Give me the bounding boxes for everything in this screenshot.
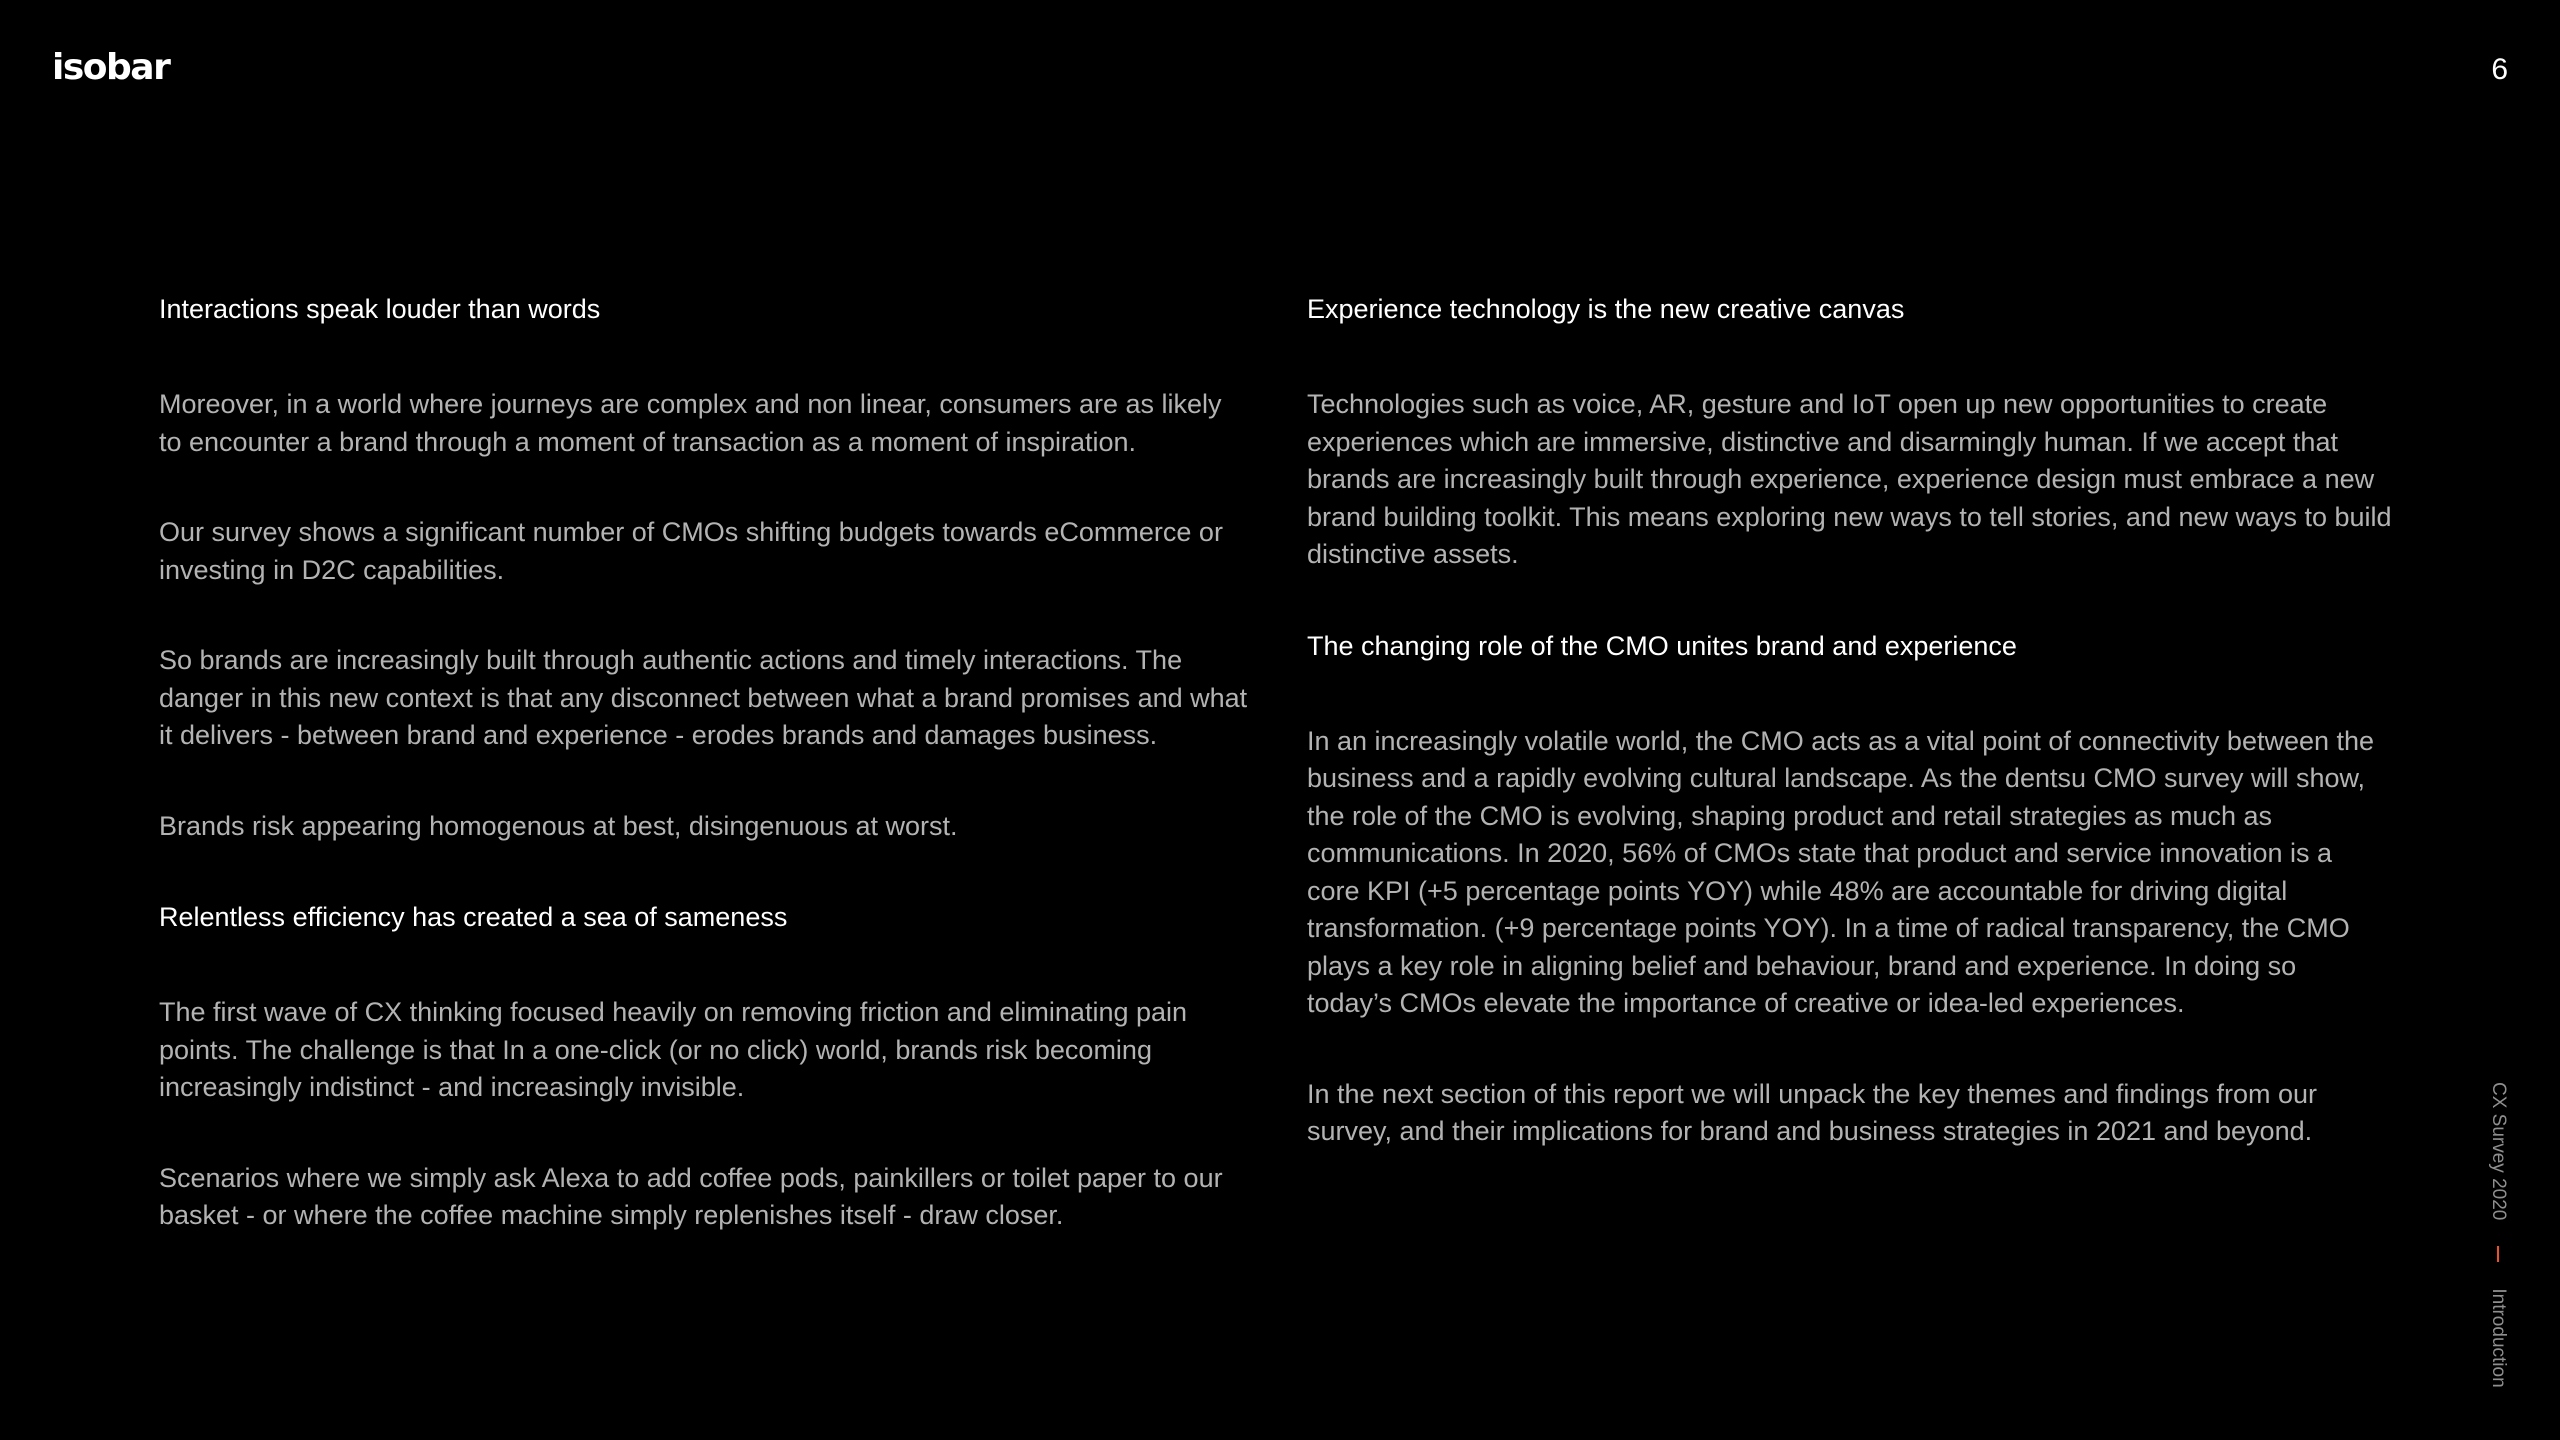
section-heading-sameness: Relentless efficiency has created a sea of sameness — [159, 902, 788, 932]
body-paragraph: Scenarios where we simply ask Alexa to add coffee pods, painkillers or toilet paper to our basket - or where the coffee machine simply replenishes itself - draw closer. — [159, 1162, 1223, 1230]
side-section-label — [2480, 1082, 2516, 1392]
body-paragraph: In the next section of this report we will unpack the key themes and findings from our survey, and their implications for brand and business strategies in 2021 and beyond. — [1307, 1078, 2318, 1146]
body-paragraph: Moreover, in a world where journeys are complex and non linear, consumers are as likely to encounter a brand through a moment of transaction as a moment of inspiration. — [159, 389, 1222, 457]
section-heading-interactions: Interactions speak louder than words — [159, 294, 601, 324]
page-number: 6 — [2491, 53, 2508, 86]
body-paragraph: In an increasingly volatile world, the CMO acts as a vital point of connectivity between the business and a rapidly evolving cultural landscape. As the dentsu CMO survey will show, the role of the CMO is evolving, shaping product and retail strategies as much as communications. In 2020, 56% of CMOs state that product and service innovation is a core KPI (+5 percentage points YOY) while 48% are accountable for driving digital transformation. (+9 percentage points YOY). In a time of radical transparency, the CMO plays a key role in aligning belief and behaviour, brand and experience. In doing so today’s CMOs elevate the importance of creative or idea-led experiences. — [1307, 725, 2375, 1018]
body-paragraph: So brands are increasingly built through authentic actions and timely interactions. The danger in this new context is that any disconnect between what a brand promises and what it delivers - between brand and experience - erodes brands and damages business. — [159, 645, 1248, 750]
body-paragraph: Technologies such as voice, AR, gesture and IoT open up new opportunities to create experiences which are immersive, distinctive and disarmingly human. If we accept that brands are increasingly built through experience, experience design must embrace a new brand building toolkit. This means exploring new ways to tell stories, and new ways to build distinctive assets. — [1307, 389, 2392, 569]
body-paragraph: The first wave of CX thinking focused heavily on removing friction and eliminating pain points. The challenge is that In a one-click (or no click) world, brands risk becoming increasingly indistinct - and increasingly invisible. — [159, 997, 1188, 1102]
body-paragraph: Brands risk appearing homogenous at best, disingenuous at worst. — [159, 810, 958, 841]
isobar-logo: isobar — [52, 47, 170, 88]
accent-dash — [2497, 1246, 2499, 1262]
right-column — [1307, 290, 2407, 1151]
section-heading-cmo-role: The changing role of the CMO unites brand and experience — [1307, 630, 2017, 661]
body-paragraph: Our survey shows a significant number of CMOs shifting budgets towards eCommerce or investing in D2C capabilities. — [159, 517, 1223, 585]
report-title: CX Survey 2020 — [2488, 1082, 2509, 1221]
section-heading-technology: Experience technology is the new creative canvas — [1307, 294, 1905, 324]
section-title: Introduction — [2488, 1288, 2509, 1388]
left-column — [159, 290, 1259, 1235]
